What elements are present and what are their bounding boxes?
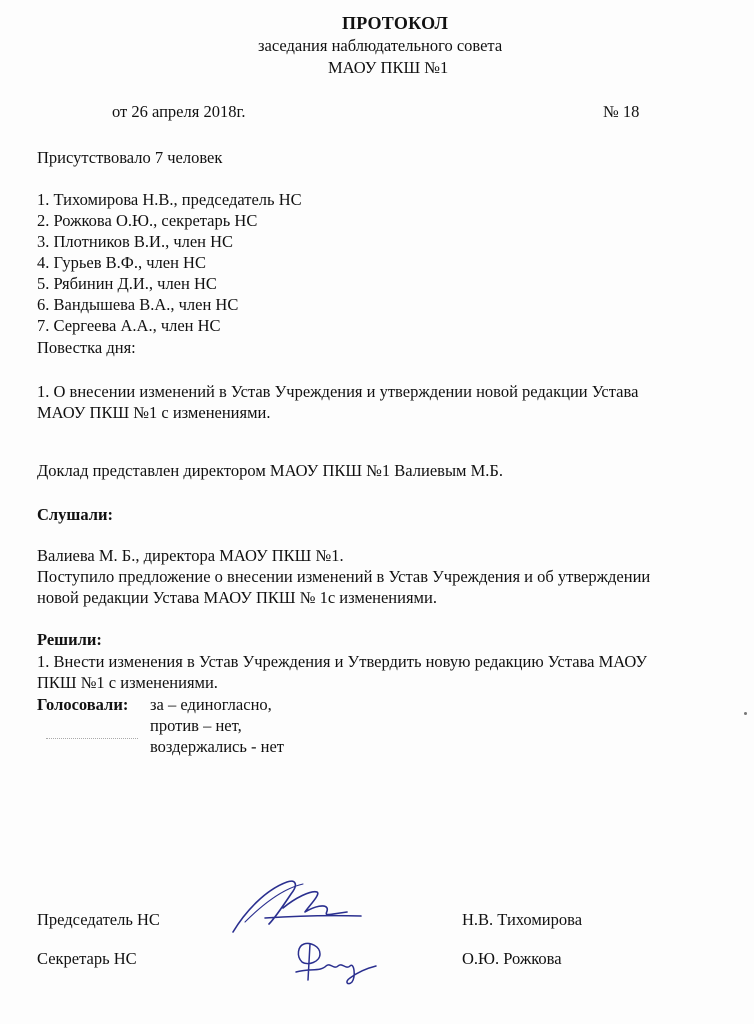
heard-heading: Слушали:	[37, 505, 114, 524]
meeting-date: от 26 апреля 2018г.	[112, 102, 246, 121]
agenda-heading: Повестка дня:	[37, 338, 136, 357]
voting-abstained: воздержались - нет	[150, 737, 285, 756]
document-title: ПРОТОКОЛ	[342, 13, 449, 33]
secretary-role: Секретарь НС	[37, 949, 137, 968]
decided-line-1: 1. Внести изменения в Устав Учреждения и Утвердить новую редакцию Устава МАОУ	[37, 652, 648, 671]
secretary-signature	[290, 932, 380, 988]
voting-for: за – единогласно,	[150, 695, 272, 714]
scan-dotted-mark	[46, 738, 138, 739]
heard-line-3: новой редакции Устава МАОУ ПКШ № 1с изменениями.	[37, 588, 437, 607]
report-line: Доклад представлен директором МАОУ ПКШ №1 Валиевым М.Б.	[37, 461, 503, 480]
organization-name: МАОУ ПКШ №1	[328, 58, 449, 77]
agenda-item-line-1: 1. О внесении изменений в Устав Учреждения и утверждении новой редакции Устава	[37, 382, 639, 401]
member-5: 5. Рябинин Д.И., член НС	[37, 274, 217, 293]
voting-against: против – нет,	[150, 716, 242, 735]
attendance-count: Присутствовало 7 человек	[37, 148, 223, 167]
document-subtitle: заседания наблюдательного совета	[258, 36, 503, 55]
decided-heading: Решили:	[37, 630, 102, 649]
member-7: 7. Сергеева А.А., член НС	[37, 316, 221, 335]
member-4: 4. Гурьев В.Ф., член НС	[37, 253, 206, 272]
member-6: 6. Вандышева В.А., член НС	[37, 295, 239, 314]
chair-role: Председатель НС	[37, 910, 160, 929]
secretary-name: О.Ю. Рожкова	[462, 949, 562, 968]
member-2: 2. Рожкова О.Ю., секретарь НС	[37, 211, 258, 230]
chair-name: Н.В. Тихомирова	[462, 910, 583, 929]
member-3: 3. Плотников В.И., член НС	[37, 232, 234, 251]
heard-line-2: Поступило предложение о внесении изменений в Устав Учреждения и об утверждении	[37, 567, 651, 586]
decided-line-2: ПКШ №1 с изменениями.	[37, 673, 218, 692]
heard-line-1: Валиева М. Б., директора МАОУ ПКШ №1.	[37, 546, 344, 565]
agenda-item-line-2: МАОУ ПКШ №1 с изменениями.	[37, 403, 271, 422]
voting-label: Голосовали:	[37, 695, 129, 714]
member-1: 1. Тихомирова Н.В., председатель НС	[37, 190, 302, 209]
scan-speck	[744, 712, 747, 715]
protocol-number: № 18	[603, 102, 640, 121]
